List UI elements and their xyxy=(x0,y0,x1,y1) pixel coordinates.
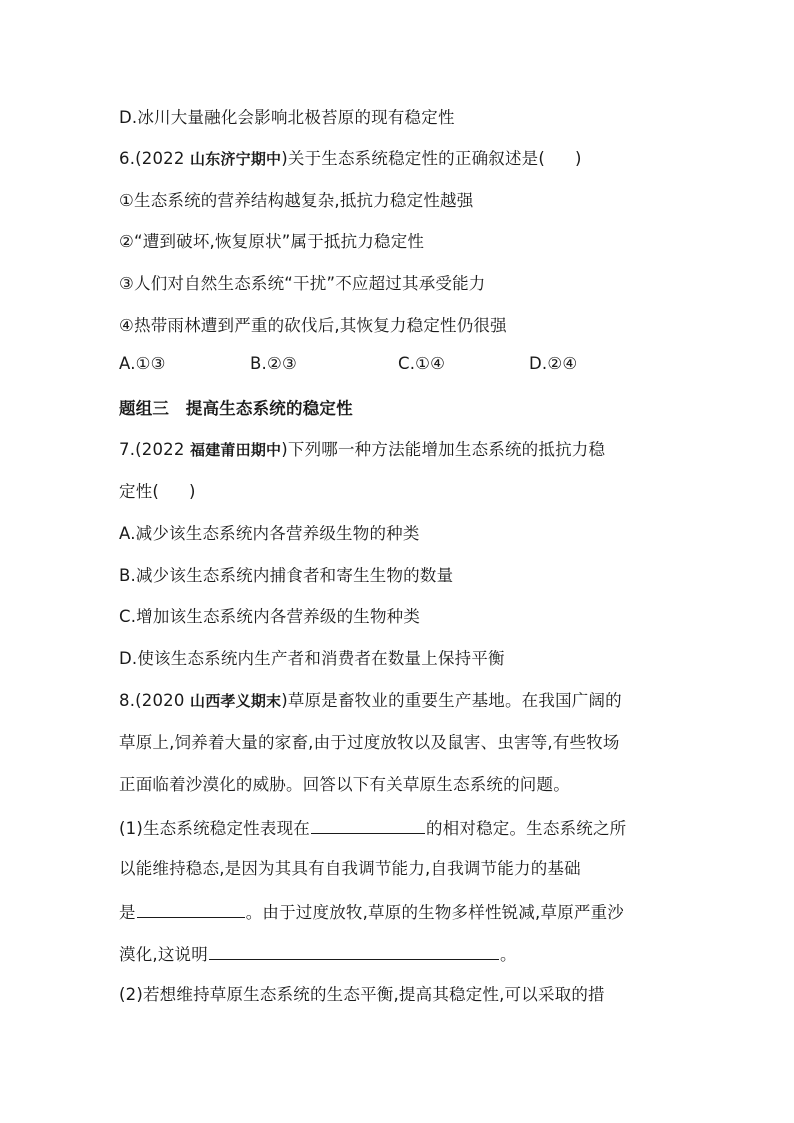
q7-number: 7.(2022 xyxy=(119,440,191,459)
q6-statement-2 xyxy=(119,230,424,254)
q7-close-paren: ) xyxy=(189,482,196,501)
q8-part1-text-e: 。由于过度放牧,草原的生物多样性锐减,草原严重沙 xyxy=(245,903,624,922)
q7-stem xyxy=(119,438,605,462)
q8-part1-line-2 xyxy=(119,857,581,881)
q6-statement-1-text: ①生态系统的营养结构越复杂,抵抗力稳定性越强 xyxy=(119,191,474,210)
q8-intro-3: 正面临着沙漠化的威胁。回答以下有关草原生态系统的问题。 xyxy=(119,775,570,794)
group3-title: 题组三 提高生态系统的稳定性 xyxy=(119,399,353,418)
q8-part1-text-d: 是 xyxy=(119,903,136,922)
q8-part1-text-b: 的相对稳定。生态系统之所 xyxy=(425,819,627,838)
q8-intro-line-2 xyxy=(119,731,620,755)
q6-statement-3-text: ③人们对自然生态系统“干扰”不应超过其承受能力 xyxy=(119,274,486,293)
q8-part1-line-3 xyxy=(119,899,624,925)
q8-part1-text-g: 。 xyxy=(499,945,517,964)
q7-option-c xyxy=(119,605,420,629)
q7-question-1: )下列哪一种方法能增加生态系统的抵抗力稳 xyxy=(281,440,606,459)
q8-source: 山西孝义期末 xyxy=(190,692,282,710)
q8-number: 8.(2020 xyxy=(119,691,191,710)
q8-part1-line-4 xyxy=(119,941,517,967)
q8-intro-line-3 xyxy=(119,773,570,797)
q7-question-2: 定性( xyxy=(119,482,160,501)
q8-part2-line-1 xyxy=(119,983,605,1007)
q6-stem xyxy=(119,147,582,171)
q8-blank-2[interactable] xyxy=(137,899,245,918)
q8-stem xyxy=(119,689,622,713)
q6-statement-4-text: ④热带雨林遭到严重的砍伐后,其恢复力稳定性仍很强 xyxy=(119,316,507,335)
q8-intro-1: )草原是畜牧业的重要生产基地。在我国广阔的 xyxy=(281,691,622,710)
group3-heading xyxy=(119,397,353,421)
q8-part1-text-c: 以能维持稳态,是因为其具有自我调节能力,自我调节能力的基础 xyxy=(119,859,581,878)
q7-option-b xyxy=(119,564,453,588)
q7-stem-cont xyxy=(119,480,196,504)
q7-option-a xyxy=(119,522,420,546)
q8-intro-2: 草原上,饲养着大量的家畜,由于过度放牧以及鼠害、虫害等,有些牧场 xyxy=(119,733,620,752)
q8-blank-3[interactable] xyxy=(209,941,499,960)
q8-part1-line-1 xyxy=(119,815,626,841)
q8-part1-text-f: 漠化,这说明 xyxy=(119,945,208,964)
q6-close-paren: ) xyxy=(575,149,582,168)
q7-option-d xyxy=(119,647,505,671)
q7-option-b-text: B.减少该生态系统内捕食者和寄生生物的数量 xyxy=(119,566,454,585)
q6-statement-3 xyxy=(119,272,486,296)
q7-option-d-text: D.使该生态系统内生产者和消费者在数量上保持平衡 xyxy=(119,649,505,668)
q5-option-d xyxy=(119,106,455,130)
q7-source: 福建莆田期中 xyxy=(190,441,282,459)
q5-option-d-text: D.冰川大量融化会影响北极苔原的现有稳定性 xyxy=(119,108,455,127)
q6-options xyxy=(0,352,794,376)
q6-source: 山东济宁期中 xyxy=(190,150,282,168)
q6-question: )关于生态系统稳定性的正确叙述是( xyxy=(281,149,546,168)
q6-statement-1 xyxy=(119,189,473,213)
q8-blank-1[interactable] xyxy=(311,815,425,834)
q6-option-a: A.①③ xyxy=(119,354,166,373)
q6-option-b: B.②③ xyxy=(250,354,297,373)
q6-option-c: C.①④ xyxy=(398,354,446,373)
q7-option-c-text: C.增加该生态系统内各营养级的生物种类 xyxy=(119,607,421,626)
q8-part2-text-a: (2)若想维持草原生态系统的生态平衡,提高其稳定性,可以采取的措 xyxy=(119,985,605,1004)
q6-number: 6.(2022 xyxy=(119,149,191,168)
q6-statement-4 xyxy=(119,314,507,338)
q7-option-a-text: A.减少该生态系统内各营养级生物的种类 xyxy=(119,524,420,543)
q6-statement-2-text: ②“遭到破坏,恢复原状”属于抵抗力稳定性 xyxy=(119,232,425,251)
q8-part1-text-a: (1)生态系统稳定性表现在 xyxy=(119,819,310,838)
q6-option-d: D.②④ xyxy=(529,354,578,373)
